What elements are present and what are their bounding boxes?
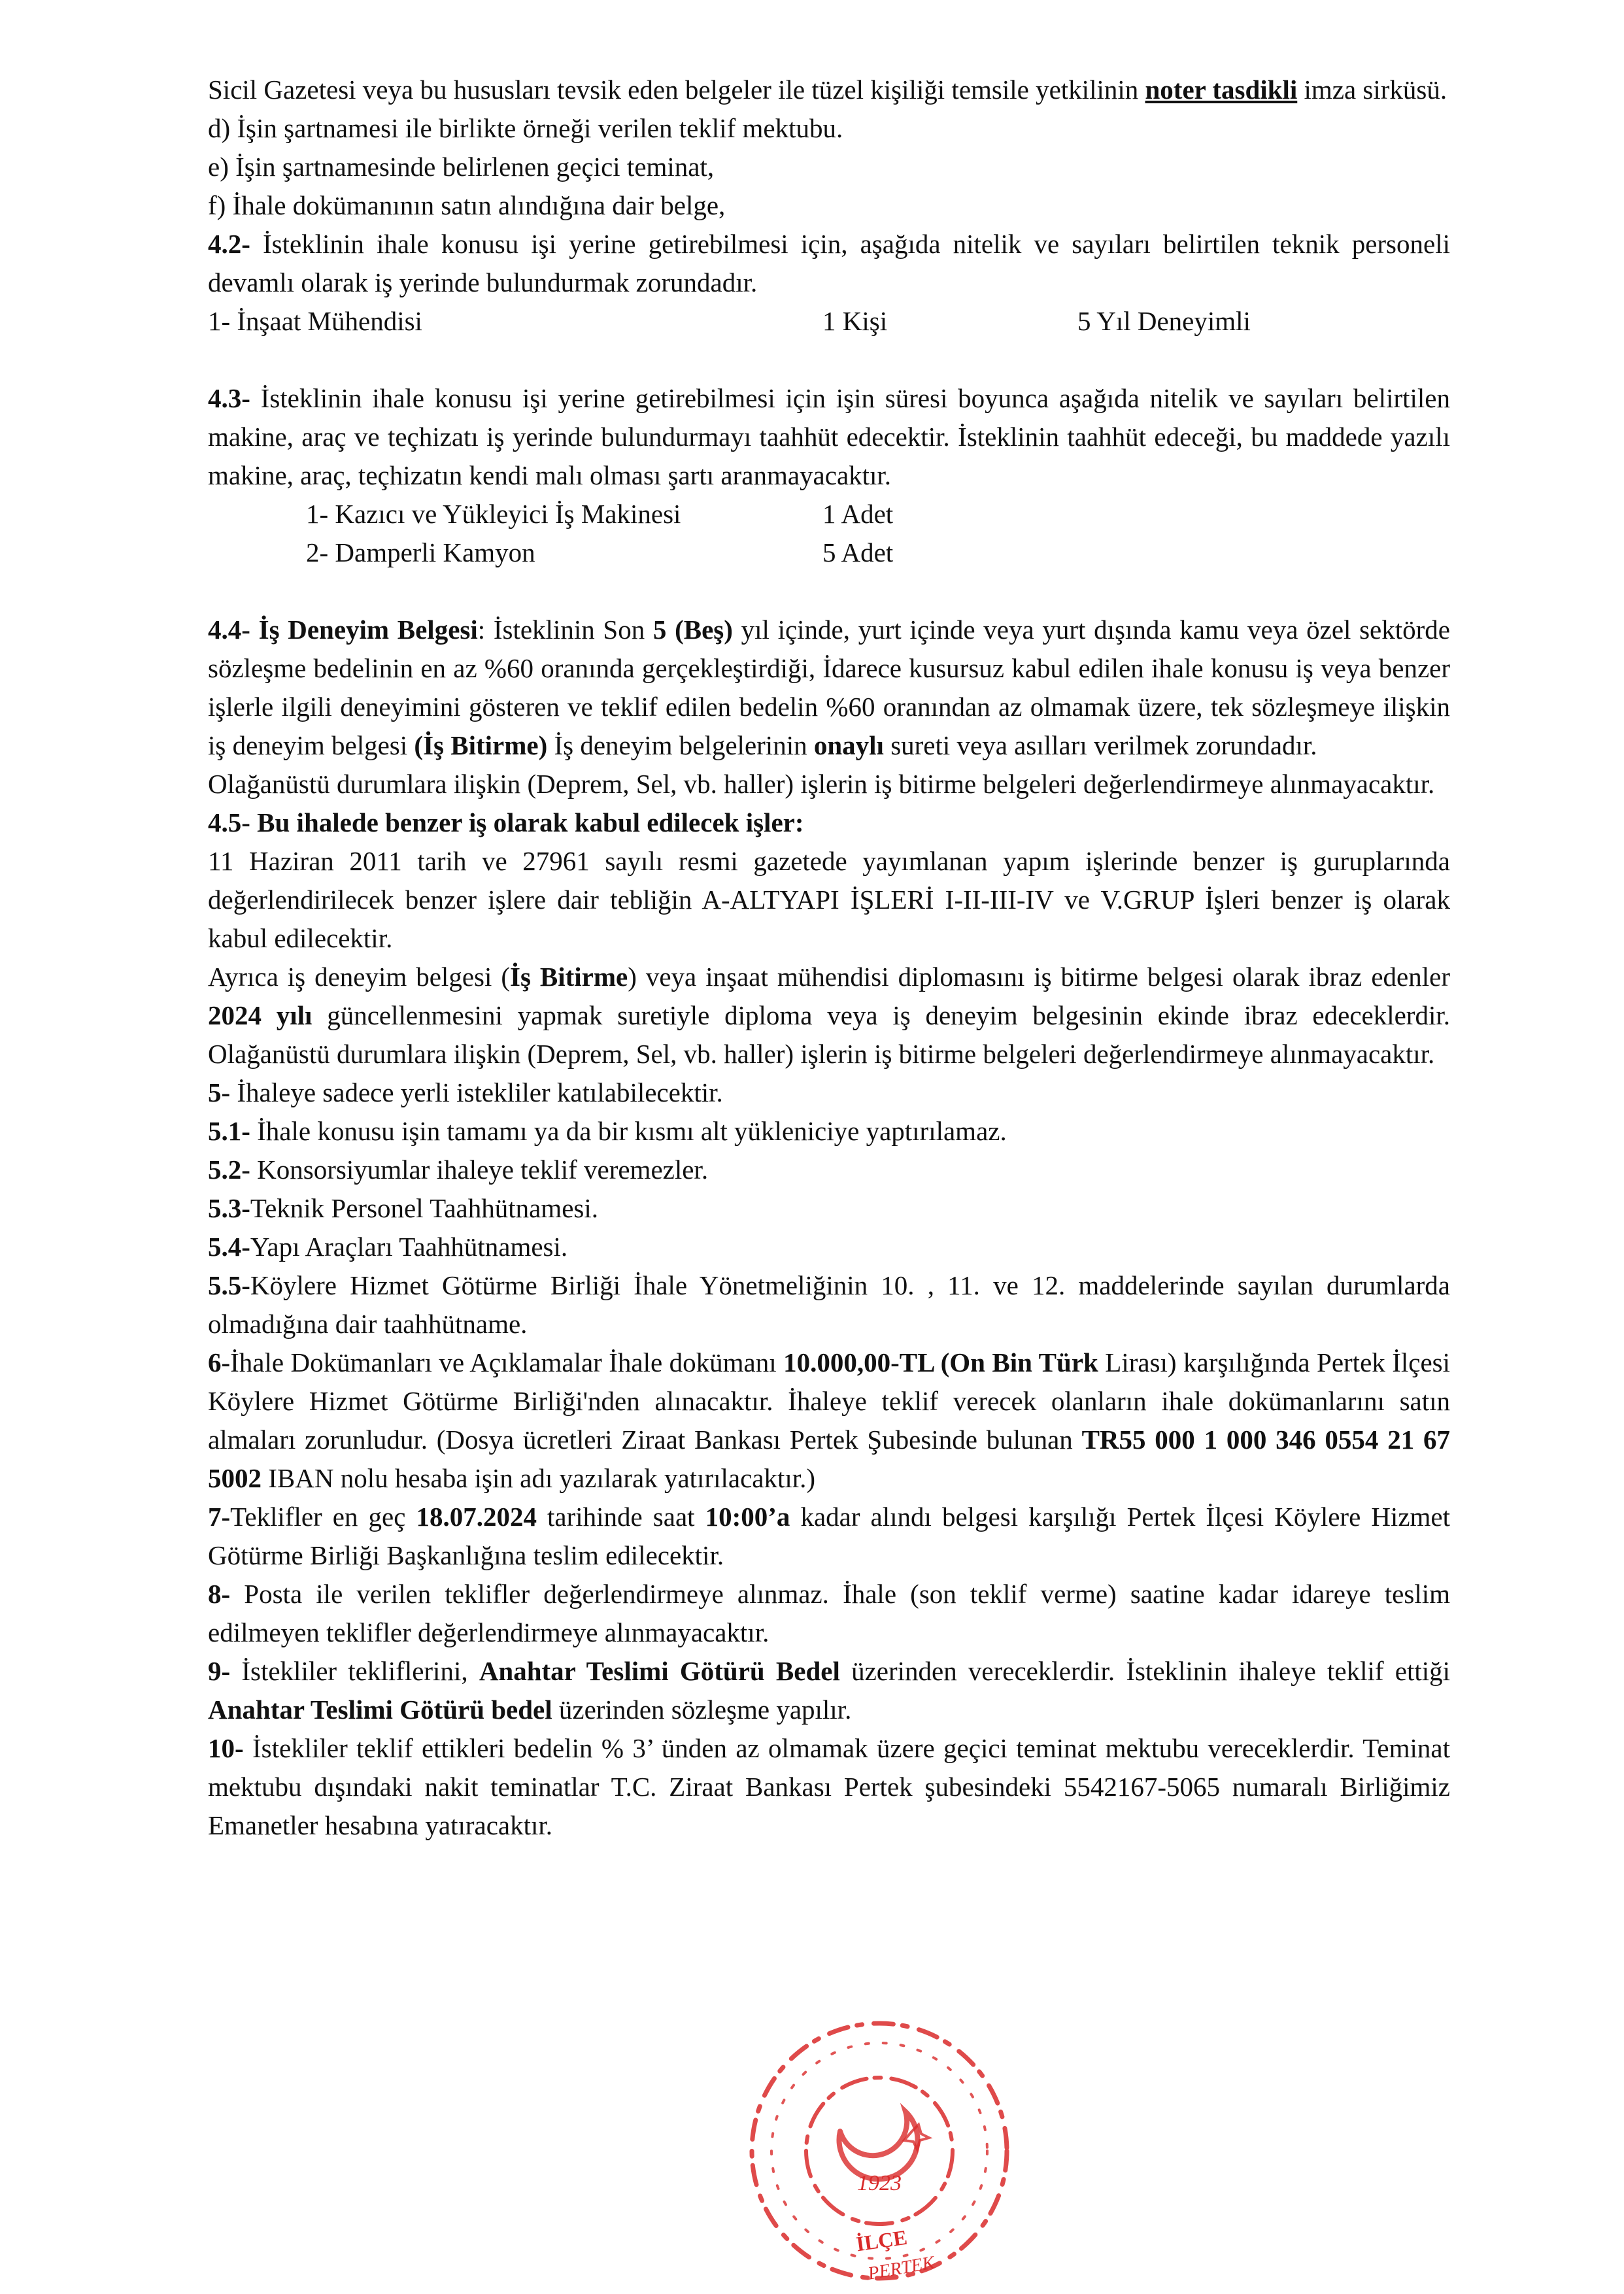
paragraph-registry <box>208 71 1450 109</box>
text-span: üzerinden sözleşme yapılır. <box>552 1695 852 1725</box>
bold-span: Anahtar Teslimi Götürü Bedel <box>479 1656 840 1686</box>
section-4-4 <box>208 611 1450 765</box>
text-span: İhaleye sadece yerli istekliler katılabilecektir. <box>230 1077 723 1107</box>
text-span: güncellenmesini yapmak suretiyle diploma veya iş deneyim belgesinin ekinde ibraz edeceklerdir. Olağanüstü durumlara ilişkin (Deprem, Sel, vb. haller) işlerin iş bitirme belgeleri değerlendirmeye alınmayacaktır. <box>208 1000 1450 1069</box>
section-number: 5.2- <box>208 1155 250 1185</box>
item-e: e) İşin şartnamesinde belirlenen geçici teminat, <box>208 152 715 182</box>
bold-span: (İş Bitirme) <box>414 730 548 760</box>
paragraph-diploma <box>208 958 1450 1073</box>
text-span: İstekliler teklif ettikleri bedelin % 3’ ünden az olmamak üzere geçici teminat mektubu vereceklerdir. Teminat mektubu dışındaki nakit teminatlar T.C. Ziraat Bankası Pertek şubesindeki 5542167-5065 numaralı Birliğimiz Emanetler hesabına yatıracaktır. <box>208 1733 1450 1840</box>
text-span: İhale konusu işin tamamı ya da bir kısmı alt yükleniciye yaptırılamaz. <box>250 1116 1007 1146</box>
section-number: 8- <box>208 1579 231 1609</box>
bold-span: Anahtar Teslimi Götürü bedel <box>208 1695 552 1725</box>
stamp-text-lower: İLÇE <box>854 2225 909 2256</box>
item-f: f) İhale dokümanının satın alındığına dair belge, <box>208 190 726 220</box>
text-span: Yapı Araçları Taahhütnamesi. <box>250 1232 568 1262</box>
personnel-name: 1- İnşaat Mühendisi <box>208 306 422 336</box>
bold-span: 10.000,00-TL (On Bin Türk <box>783 1347 1098 1377</box>
equipment-name: 1- Kazıcı ve Yükleyici İş Makinesi <box>306 499 681 529</box>
text-span: IBAN nolu hesaba işin adı yazılarak yatırılacaktır.) <box>262 1463 816 1493</box>
text-span: Teknik Personel Taahhütnamesi. <box>250 1193 598 1223</box>
text-span: tarihinde saat <box>536 1502 705 1532</box>
equipment-count: 5 Adet <box>822 537 894 567</box>
section-5-3 <box>208 1189 1450 1228</box>
deadline-time: 10:00’a <box>705 1502 790 1532</box>
bold-span: 2024 yılı <box>208 1000 313 1030</box>
text-span: Konsorsiyumlar ihaleye teklif veremezler. <box>250 1155 709 1185</box>
stamp-year: 1923 <box>857 2171 902 2195</box>
text-span: İhale Dokümanları ve Açıklamalar İhale dokümanı <box>230 1347 784 1377</box>
section-number: 5- <box>208 1077 231 1107</box>
text-span: imza sirküsü. <box>1297 75 1447 105</box>
text-span: Sicil Gazetesi veya bu hususları tevsik eden belgeler ile tüzel kişiliği temsile yetkilinin <box>208 75 1145 105</box>
spacer <box>208 341 1450 379</box>
text-span: İsteklinin ihale konusu işi yerine getirebilmesi için işin süresi boyunca aşağıda nitelik ve sayıları belirtilen makine, araç ve teçhizatı iş yerinde bulundurmayı taahhüt edecektir. İsteklinin taahhüt edeceği, bu maddede yazılı makine, araç, teçhizatın kendi malı olması şartı aranmayacaktır. <box>208 383 1450 490</box>
section-number: 9- <box>208 1656 231 1686</box>
section-9 <box>208 1652 1450 1729</box>
section-6 <box>208 1343 1450 1498</box>
section-7 <box>208 1498 1450 1575</box>
paragraph-extraordinary: Olağanüstü durumlara ilişkin (Deprem, Sel, vb. haller) işlerin iş bitirme belgeleri değerlendirmeye alınmayacaktır. <box>208 769 1435 799</box>
section-number: 5.3- <box>208 1193 250 1223</box>
personnel-experience: 5 Yıl Deneyimli <box>1077 306 1251 336</box>
section-number: 6- <box>208 1347 231 1377</box>
spacer <box>208 572 1450 611</box>
section-number: 5.5- <box>208 1270 250 1300</box>
text-span: Köylere Hizmet Götürme Birliği İhale Yönetmeliğinin 10. , 11. ve 12. maddelerinde sayılan durumlarda olmadığına dair taahhütname. <box>208 1270 1450 1339</box>
section-8 <box>208 1575 1450 1652</box>
personnel-row <box>208 302 1450 341</box>
text-span: İsteklinin ihale konusu işi yerine getirebilmesi için, aşağıda nitelik ve sayıları belirtilen teknik personeli devamlı olarak iş yerinde bulundurmak zorundadır. <box>208 229 1450 297</box>
stamp-text-bottom: PERTEK <box>866 2252 936 2284</box>
section-title: 4.5- Bu ihalede benzer iş olarak kabul edilecek işler: <box>208 807 804 837</box>
section-number: 7- <box>208 1502 231 1532</box>
paragraph-similar-works: 11 Haziran 2011 tarih ve 27961 sayılı resmi gazetede yayımlanan yapım işlerinde benzer iş guruplarında değerlendirilecek benzer işlere dair tebliğin A-ALTYAPI İŞLERİ I-II-III-IV ve V.GRUP İşleri benzer iş olarak kabul edilecektir. <box>208 846 1450 953</box>
equipment-count: 1 Adet <box>822 499 894 529</box>
section-5-1 <box>208 1112 1450 1151</box>
text-span: kadar alındı belgesi karşılığı Pertek İlçesi Köylere Hizmet Götürme Birliği Başkanlığına teslim edilecektir. <box>208 1502 1450 1570</box>
document-body <box>208 71 1450 1845</box>
section-5-2 <box>208 1151 1450 1189</box>
equipment-name: 2- Damperli Kamyon <box>306 537 535 567</box>
section-10 <box>208 1729 1450 1845</box>
personnel-count: 1 Kişi <box>822 306 888 336</box>
bold-span: onaylı <box>813 730 884 760</box>
text-span: : İsteklinin Son <box>477 615 653 645</box>
section-number: 4.4- <box>208 615 250 645</box>
equipment-row <box>208 533 1450 572</box>
section-4-3 <box>208 379 1450 495</box>
text-span: ) veya inşaat mühendisi diplomasını iş bitirme belgesi olarak ibraz edenler <box>628 962 1450 992</box>
section-4-5-title <box>208 803 1450 842</box>
text-span: Ayrıca iş deneyim belgesi ( <box>208 962 510 992</box>
text-span: İstekliler tekliflerini, <box>230 1656 479 1686</box>
section-4-2 <box>208 225 1450 302</box>
text-span: Posta ile verilen teklifler değerlendirmeye alınmaz. İhale (son teklif verme) saatine kadar idareye teslim edilmeyen teklifler değerlendirmeye alınmayacaktır. <box>208 1579 1450 1647</box>
text-span: İş deneyim belgelerinin <box>547 730 814 760</box>
notarized-emphasis: noter tasdikli <box>1145 75 1298 105</box>
bold-span: İş Bitirme <box>510 962 628 992</box>
section-5-4 <box>208 1228 1450 1266</box>
text-span: Lirası) karşılığında Pertek İlçesi Köylere Hizmet Götürme Birliği'nden alınacaktır. İhaleye teklif verecek olanların ihale dokümanlarını satın almaları zorunludur. (Dosya ücretleri Ziraat Bankası Pertek Şubesinde bulunan <box>208 1347 1451 1455</box>
bold-span: 5 (Beş) <box>652 615 733 645</box>
section-5-5 <box>208 1266 1450 1343</box>
section-number: 4.2- <box>208 229 250 259</box>
deadline-date: 18.07.2024 <box>416 1502 537 1532</box>
equipment-row <box>208 495 1450 533</box>
text-span: Teklifler en geç <box>230 1502 416 1532</box>
section-5 <box>208 1073 1450 1112</box>
section-number: 10- <box>208 1733 244 1763</box>
section-number: 4.3- <box>208 383 250 413</box>
text-span: sureti veya asılları verilmek zorundadır. <box>883 730 1317 760</box>
item-d: d) İşin şartnamesi ile birlikte örneği verilen teklif mektubu. <box>208 113 843 143</box>
iban-number: TR55 000 1 000 346 0554 21 67 5002 <box>208 1425 1450 1493</box>
official-seal-stamp <box>716 2000 1043 2288</box>
text-span: üzerinden vereceklerdir. İsteklinin ihaleye teklif ettiği <box>839 1656 1451 1686</box>
section-number: 5.1- <box>208 1116 250 1146</box>
section-number: 5.4- <box>208 1232 250 1262</box>
section-title: İş Deneyim Belgesi <box>258 615 478 645</box>
text-span: yıl içinde, yurt içinde veya yurt dışında kamu veya özel sektörde sözleşme bedelinin en az %60 oranında gerçekleştirdiği, İdarece kusursuz kabul edilen ihale konusu iş veya benzer işlerle ilgili deneyimini gösteren ve teklif edilen bedelin %60 oranından az olmamak üzere, tek sözleşmeye ilişkin iş deneyim belgesi <box>208 615 1451 760</box>
